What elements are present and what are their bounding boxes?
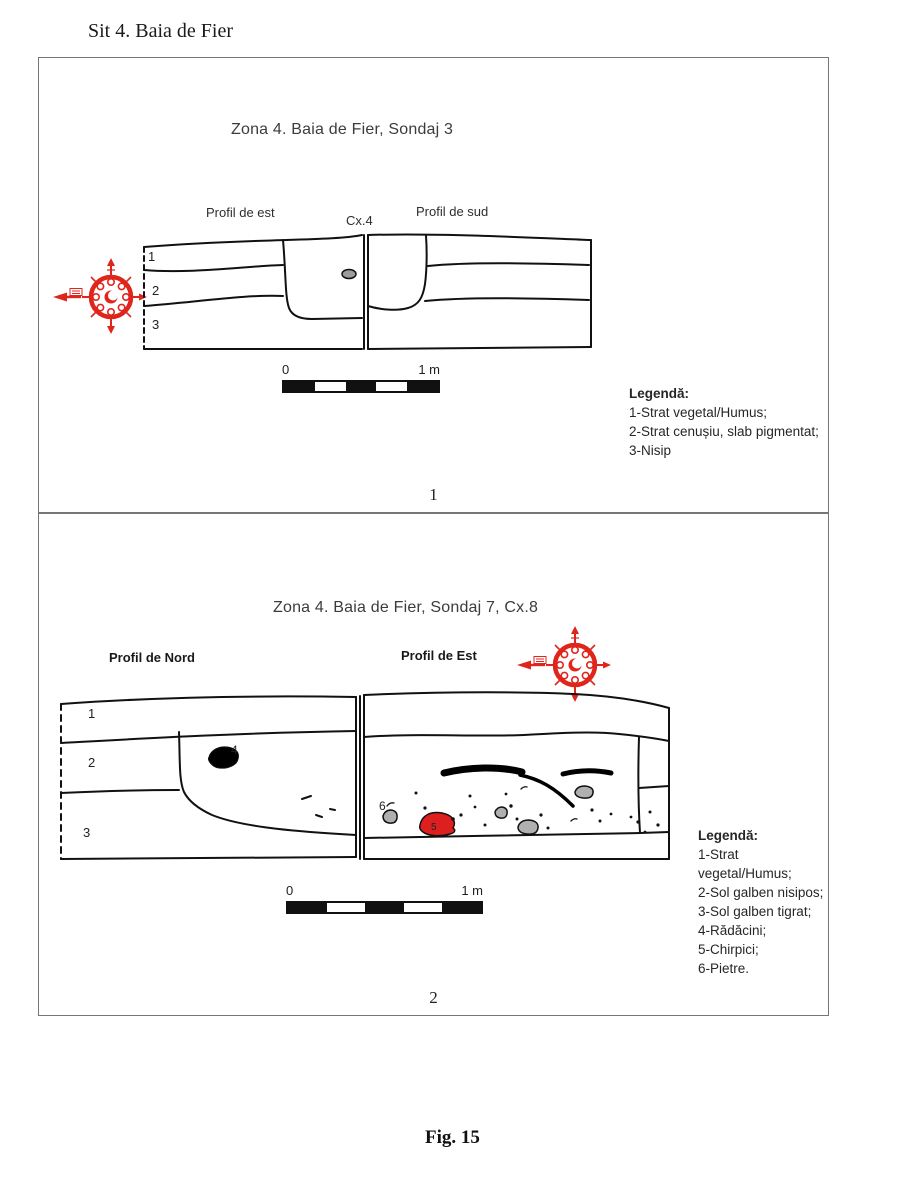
stone	[575, 786, 593, 798]
layer-line-1-2	[144, 265, 283, 271]
chirpici-blob-5	[420, 813, 455, 836]
layer-label-1: 1	[148, 249, 156, 264]
legend-item: 2-Strat cenușiu, slab pigmentat;	[629, 424, 819, 439]
profile-drawing-sondaj3	[136, 229, 596, 355]
panel2-bottom-edge	[368, 347, 591, 349]
panel1-top-edge	[144, 235, 362, 247]
legend-item: 2-Sol galben nisipos;	[698, 885, 824, 900]
figure-1-frame	[38, 57, 829, 513]
legend-title: Legendă:	[629, 386, 690, 401]
panel-number-2: 2	[429, 988, 438, 1007]
root-band-long	[444, 768, 522, 773]
layer-line-2-3	[61, 790, 179, 793]
scale-bar	[282, 362, 440, 393]
legend-item: 3-Sol galben tigrat;	[698, 904, 812, 919]
layer-line-2-3	[144, 296, 283, 306]
legend-item: 4-Rădăcini;	[698, 923, 767, 938]
root-tail	[520, 775, 573, 806]
root-band-short	[563, 771, 611, 774]
legend-item: 3-Nisip	[629, 443, 672, 458]
layer-line-a	[428, 263, 589, 266]
annotation-label-5: 5	[431, 822, 437, 833]
layer-label-1: 1	[88, 706, 96, 721]
pit-sud-outline	[368, 236, 427, 310]
legend-item: 5-Chirpici;	[698, 942, 759, 957]
pit-outline	[179, 732, 356, 835]
inner-vertical-line	[638, 737, 640, 833]
panel2-top-edge	[364, 692, 669, 708]
legend-item: 1-Strat vegetal/Humus;	[698, 847, 792, 881]
panel-number-1: 1	[429, 485, 438, 504]
figure-caption: Fig. 15	[425, 1127, 480, 1148]
profile-drawing-sondaj7	[54, 689, 674, 864]
legend-title: Legendă:	[698, 828, 759, 843]
scale-start: 0	[282, 362, 290, 377]
page-title: Sit 4. Baia de Fier	[88, 20, 233, 42]
figure-2-title: Zona 4. Baia de Fier, Sondaj 7, Cx.8	[273, 599, 539, 616]
legend-figure-2	[698, 826, 828, 978]
label-profil-de-nord: Profil de Nord	[109, 650, 195, 665]
panel-divider	[360, 695, 364, 859]
label-profil-de-sud: Profil de sud	[416, 204, 489, 219]
figure-1-title: Zona 4. Baia de Fier, Sondaj 3	[231, 121, 454, 138]
panel1-top-edge	[61, 696, 356, 704]
layer-line-b	[425, 298, 589, 301]
small-root-dashes	[302, 796, 335, 817]
layer-label-3: 3	[152, 317, 160, 332]
label-profil-de-est-2: Profil de Est	[401, 648, 477, 663]
stone	[495, 807, 507, 818]
stone-in-pit	[342, 270, 356, 279]
scale-bar-segments	[286, 901, 483, 914]
layer-line-1-2	[61, 731, 356, 743]
bottom-band-line	[364, 832, 669, 838]
scale-end: 1 m	[418, 362, 440, 377]
layer-1-line	[364, 732, 669, 741]
right-horizontal-line	[639, 786, 669, 788]
layer-label-3: 3	[83, 825, 91, 840]
scale-end: 1 m	[461, 883, 483, 898]
panel-divider	[364, 235, 368, 349]
figure-2-frame	[38, 513, 829, 1016]
scale-bar	[286, 883, 483, 914]
panel2-top-edge	[368, 234, 591, 240]
layer-label-2: 2	[88, 755, 96, 770]
label-cx4: Cx.4	[346, 213, 373, 228]
scale-start: 0	[286, 883, 294, 898]
legend-item: 1-Strat vegetal/Humus;	[629, 405, 768, 420]
scale-bar-segments	[282, 380, 440, 393]
annotation-label-4: 4	[231, 743, 238, 757]
stone	[518, 820, 538, 834]
annotation-label-6: 6	[379, 799, 386, 813]
label-profil-de-est: Profil de est	[206, 205, 275, 220]
legend-item: 6-Pietre.	[698, 961, 750, 976]
legend-figure-1	[629, 384, 819, 460]
panel1-bottom-edge	[61, 857, 356, 859]
layer-label-2: 2	[152, 283, 160, 298]
pit-cx4-outline	[283, 240, 362, 319]
